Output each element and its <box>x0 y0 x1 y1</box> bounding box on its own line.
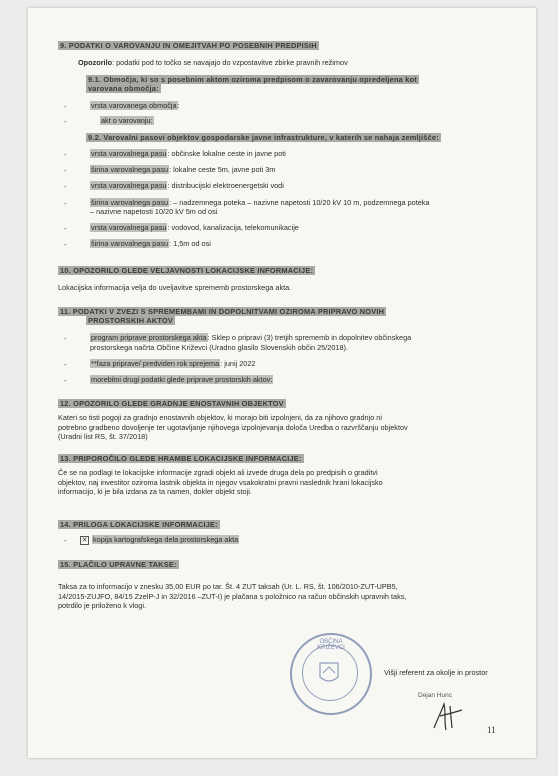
section-15-heading: 15. PLAČILO UPRAVNE TAKSE: <box>60 560 177 569</box>
section-13-line: informacijo, ki je bila izdana za ta namen, dokler objekt stoji. <box>58 487 252 497</box>
bullet-dash: - <box>64 536 67 545</box>
section-15-line: 14/2015-ZUJFO, 84/15 ZzelP-J in 32/2016 –ZUT-I) je plačana s položnico na račun občinskih upravnih taks, <box>58 591 407 601</box>
buffer-row-continued: – nazivne napetosti 10/20 kV 5m od osi <box>90 207 218 216</box>
section-13-line: Če se na podlagi te lokacijske informacije zgradi objekt ali izvede druga dela po predpisih o graditvi <box>58 468 378 477</box>
section-11-heading-line1: 11. PODATKI V ZVEZI S SPREMEMBAMI IN DOPOLNITVAMI OZIROMA PRIPRAVO NOVIH <box>60 307 385 316</box>
section-13-heading: 13. PRIPOROČILO GLEDE HRAMBE LOKACIJSKE INFORMACIJE: <box>60 454 302 463</box>
official-stamp <box>290 633 372 715</box>
section-14-heading: 14. PRILOGA LOKACIJSKE INFORMACIJE: <box>60 520 218 529</box>
section-15-line: Taksa za to informacijo v znesku 35,00 EUR po tar. Št. 4 ZUT taksah (Ur. L. RS, št. 106/2010-ZUT-UPB5, <box>58 582 398 591</box>
bullet-dash: - <box>64 360 67 369</box>
section-11-heading-line2: PROSTORSKIH AKTOV <box>88 316 173 325</box>
bullet-dash: - <box>64 376 67 385</box>
section-12-line: potrebno gradbeno dovoljenje ter ugotavljanje njihovega izpolnjevanja določa Uredba o razvrščanju objektov <box>58 422 408 432</box>
section-9-1-heading-line2: varovana območja: <box>88 84 159 93</box>
section-15-line: potrdilo je priloženo k vlogi. <box>58 601 147 611</box>
section-10-text: Lokacijska informacija velja do uveljavitve sprememb prostorskega akta. <box>58 283 292 292</box>
section-9-heading: 9. PODATKI O VAROVANJU IN OMEJITVAH PO POSEBNIH PREDPISIH <box>60 41 317 50</box>
protection-act: akt o varovanju: <box>101 116 153 125</box>
bullet-dash: - <box>64 150 67 159</box>
bullet-dash: - <box>64 224 67 233</box>
bullet-dash: - <box>64 117 67 126</box>
buffer-row: vrsta varovalnega pasu: občinske lokalne ceste in javne poti <box>91 149 286 158</box>
checkbox-checked-icon: ✕ <box>81 537 88 544</box>
buffer-row: širina varovalnega pasu: – nadzemnega poteka – nazivne napetosti 10/20 kV 10 m, podzemnega poteka <box>91 198 430 207</box>
buffer-row: širina varovalnega pasu: lokalne ceste 5m, javne poti 3m <box>91 165 276 174</box>
section-9-note: Opozorilo: podatki pod to točko se navajajo do vzpostavitve zbirke pravnih režimov <box>78 58 348 67</box>
section-13-line: objektov, naj investitor oziroma lastnik objekta in njegov vsakokratni pravni naslednik hrani lokacijsko <box>58 477 383 487</box>
stamp-text: OBČINA KRIŽEVCI <box>317 639 345 651</box>
buffer-row: širina varovalnega pasu: 1,5m od osi <box>91 239 211 248</box>
section-12-line: Kateri so tisti pogoji za gradnjo enostavnih objektov, ki morajo biti izpolnjeni, da za njihovo gradnjo ni <box>58 413 382 422</box>
bullet-dash: - <box>64 166 67 175</box>
page-number: 11 <box>487 725 496 735</box>
handwritten-signature <box>426 698 466 736</box>
plan-program-continued: prostorskega načrta Občine Križevci (Uradno glasilo Slovenskih občin 25/2018). <box>90 343 348 352</box>
signatory-name: Dejan Hunc <box>418 692 452 699</box>
bullet-dash: - <box>64 199 67 208</box>
protected-area-type: vrsta varovanega območja: <box>91 101 180 110</box>
section-12-line: (Uradni list RS, št. 37/2018) <box>58 432 148 442</box>
plan-program: program priprave prostorskega akta: Sklep o pripravi (3) tretjih sprememb in dopolnitev občinskega <box>91 333 412 342</box>
buffer-row: vrsta varovalnega pasu: vodovod, kanalizacija, telekomunikacije <box>91 223 299 232</box>
plan-phase: **faza priprave/ predviden rok sprejema: junij 2022 <box>91 359 256 368</box>
bullet-dash: - <box>64 102 67 111</box>
buffer-row: vrsta varovalnega pasu: distribucijski elektroenergetski vodi <box>91 181 284 190</box>
attachment-item: kopija kartografskega dela prostorskega akta <box>93 535 239 544</box>
signatory-role: Višji referent za okolje in prostor <box>384 668 488 677</box>
plan-other-data: morebitni drugi podatki glede priprave prostorskih aktov: <box>91 375 273 384</box>
section-10-heading: 10. OPOZORILO GLEDE VELJAVNOSTI LOKACIJSKE INFORMACIJE: <box>60 266 314 275</box>
section-9-1-heading-line1: 9.1. Območja, ki so s posebnim aktom oziroma predpisom o zavarovanju opredeljena kot <box>88 75 417 84</box>
section-12-heading: 12. OPOZORILO GLEDE GRADNJE ENOSTAVNIH OBJEKTOV <box>60 399 284 408</box>
bullet-dash: - <box>64 240 67 249</box>
document-page <box>28 8 536 758</box>
bullet-dash: - <box>64 182 67 191</box>
section-9-2-heading: 9.2. Varovalni pasovi objektov gospodarske javne infrastrukture, v katerih se nahaja zemljišče: <box>88 133 439 142</box>
bullet-dash: - <box>64 334 67 343</box>
